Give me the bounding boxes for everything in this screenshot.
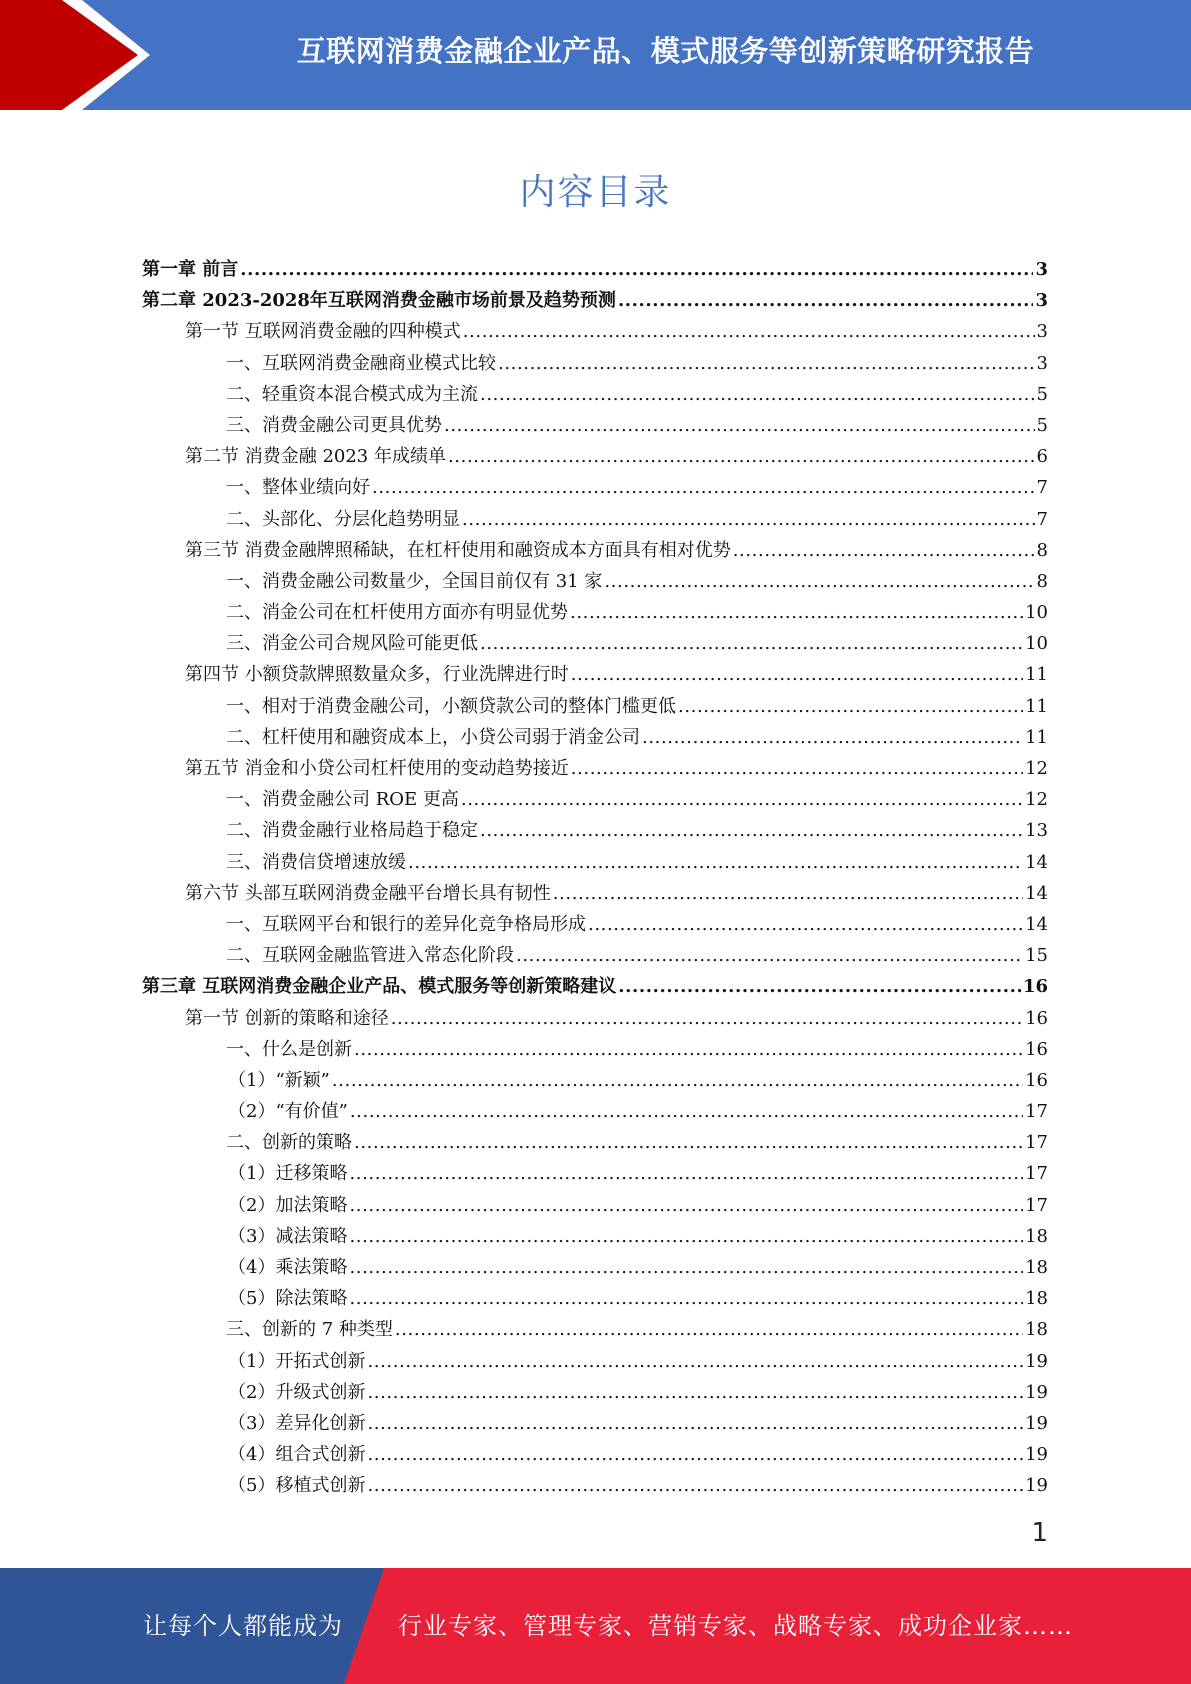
toc-entry[interactable] — [142, 971, 1048, 1002]
toc-entry-label: （2）加法策略 — [228, 1194, 348, 1216]
toc-entry-label: （4）乘法策略 — [228, 1257, 348, 1278]
toc-entry-label: 一、什么是创新 — [226, 1038, 352, 1060]
toc-entry-page: 14 — [1025, 882, 1048, 904]
toc-entry-label: 第三章 互联网消费金融企业产品、模式服务等创新策略建议 — [142, 976, 617, 998]
toc-entry[interactable] — [142, 722, 1048, 753]
toc-entry[interactable] — [142, 316, 1048, 347]
toc-leader-dots — [553, 878, 1023, 909]
toc-entry-page: 18 — [1025, 1225, 1048, 1247]
toc-entry[interactable] — [142, 1065, 1048, 1096]
footer-slogan-right: 行业专家、管理专家、营销专家、战略专家、成功企业家…… — [398, 1612, 1073, 1640]
table-of-contents — [142, 254, 1048, 1502]
toc-entry-label: 二、消费金融行业格局趋于稳定 — [226, 820, 478, 842]
toc-entry-page: 17 — [1025, 1163, 1048, 1185]
toc-entry-label: 第三节 消费金融牌照稀缺，在杠杆使用和融资成本方面具有相对优势 — [185, 539, 731, 561]
toc-leader-dots — [588, 909, 1023, 940]
toc-entry-page: 10 — [1025, 602, 1048, 624]
toc-entry-label: （2）升级式创新 — [228, 1381, 366, 1403]
toc-entry-page: 8 — [1036, 570, 1048, 592]
toc-entry-label: 一、相对于消费金融公司，小额贷款公司的整体门槛更低 — [226, 695, 676, 717]
toc-entry-page: 5 — [1036, 383, 1048, 405]
toc-entry[interactable] — [142, 815, 1048, 846]
toc-entry-page: 19 — [1025, 1444, 1048, 1466]
toc-entry-label: 第一章 前言 — [142, 259, 239, 280]
toc-leader-dots — [349, 1158, 1023, 1189]
toc-leader-dots — [463, 316, 1035, 347]
toc-leader-dots — [349, 1283, 1023, 1314]
toc-entry-label: 一、消费金融公司数量少，全国目前仅有 31 家 — [226, 570, 603, 592]
toc-entry-page: 6 — [1036, 446, 1048, 468]
toc-entry[interactable] — [142, 1252, 1048, 1283]
toc-leader-dots — [349, 1221, 1023, 1252]
toc-leader-dots — [498, 348, 1035, 379]
toc-entry-page: 14 — [1025, 913, 1048, 935]
toc-entry[interactable] — [142, 1346, 1048, 1377]
toc-entry-label: 二、创新的策略 — [226, 1132, 352, 1154]
toc-entry-page: 17 — [1025, 1132, 1048, 1154]
toc-entry[interactable] — [142, 878, 1048, 909]
toc-entry[interactable] — [142, 1470, 1048, 1501]
toc-entry-label: （3）差异化创新 — [228, 1412, 366, 1434]
toc-leader-dots — [516, 940, 1023, 971]
toc-entry[interactable] — [142, 1158, 1048, 1189]
toc-leader-dots — [354, 1034, 1023, 1065]
toc-entry-page: 16 — [1025, 1069, 1048, 1091]
toc-entry-page: 3 — [1035, 259, 1048, 280]
toc-entry-label: （1）迁移策略 — [228, 1163, 348, 1185]
header-band — [0, 0, 1191, 110]
toc-leader-dots — [367, 1377, 1023, 1408]
toc-leader-dots — [354, 1127, 1023, 1158]
toc-entry-page: 19 — [1025, 1475, 1048, 1497]
page-number: 1 — [1031, 1518, 1048, 1548]
toc-entry-label: 第五节 消金和小贷公司杠杆使用的变动趋势接近 — [185, 758, 569, 779]
toc-entry-label: 一、互联网平台和银行的差异化竞争格局形成 — [226, 913, 586, 935]
toc-leader-dots — [618, 971, 1021, 1002]
toc-entry-page: 17 — [1025, 1194, 1048, 1216]
toc-entry-label: 一、消费金融公司 ROE 更高 — [226, 789, 459, 811]
toc-entry-label: （5）移植式创新 — [228, 1475, 366, 1497]
toc-entry-label: 第四节 小额贷款牌照数量众多，行业洗牌进行时 — [185, 664, 569, 686]
toc-leader-dots — [448, 441, 1035, 472]
toc-entry[interactable] — [142, 753, 1048, 784]
toc-entry-page: 7 — [1036, 508, 1048, 530]
toc-entry[interactable] — [142, 1003, 1048, 1034]
toc-entry[interactable] — [142, 1127, 1048, 1158]
toc-entry[interactable] — [142, 504, 1048, 535]
toc-entry-page: 8 — [1036, 539, 1048, 561]
toc-leader-dots — [367, 1439, 1023, 1470]
toc-entry-page: 11 — [1025, 726, 1048, 748]
toc-leader-dots — [349, 1190, 1023, 1221]
toc-entry[interactable] — [142, 1314, 1048, 1345]
toc-entry[interactable] — [142, 784, 1048, 815]
toc-leader-dots — [462, 504, 1035, 535]
toc-entry-page: 16 — [1022, 976, 1048, 998]
toc-entry[interactable] — [142, 535, 1048, 566]
toc-entry-page: 18 — [1025, 1257, 1048, 1278]
toc-entry[interactable] — [142, 410, 1048, 441]
toc-leader-dots — [349, 1252, 1023, 1283]
toc-entry-label: 三、创新的 7 种类型 — [226, 1319, 393, 1341]
toc-entry-page: 14 — [1025, 851, 1048, 873]
toc-entry-page: 19 — [1025, 1381, 1048, 1403]
toc-leader-dots — [461, 784, 1023, 815]
toc-entry[interactable] — [142, 1439, 1048, 1470]
toc-entry-page: 16 — [1025, 1038, 1048, 1060]
toc-leader-dots — [571, 659, 1023, 690]
toc-leader-dots — [391, 1003, 1023, 1034]
toc-leader-dots — [332, 1065, 1023, 1096]
toc-entry[interactable] — [142, 659, 1048, 690]
toc-entry-label: 三、消金公司合规风险可能更低 — [226, 633, 478, 655]
toc-entry-label: 三、消费信贷增速放缓 — [226, 851, 406, 873]
toc-entry[interactable] — [142, 847, 1048, 878]
chevron-arrow-icon — [0, 0, 150, 110]
toc-entry[interactable] — [142, 1283, 1048, 1314]
toc-entry[interactable] — [142, 909, 1048, 940]
toc-entry-label: （5）除法策略 — [228, 1288, 348, 1310]
toc-entry-page: 18 — [1025, 1319, 1048, 1341]
toc-leader-dots — [367, 1346, 1023, 1377]
toc-entry-label: （1）“新颖” — [228, 1069, 330, 1091]
toc-entry-label: 第二节 消费金融 2023 年成绩单 — [185, 446, 446, 468]
toc-entry[interactable] — [142, 1408, 1048, 1439]
toc-leader-dots — [408, 847, 1023, 878]
toc-entry-label: 一、整体业绩向好 — [226, 477, 370, 499]
toc-leader-dots — [444, 410, 1035, 441]
toc-entry[interactable] — [142, 348, 1048, 379]
toc-entry[interactable] — [142, 691, 1048, 722]
toc-entry-label: 第一节 互联网消费金融的四种模式 — [185, 321, 461, 343]
toc-entry-page: 17 — [1025, 1101, 1048, 1123]
toc-leader-dots — [480, 628, 1023, 659]
toc-leader-dots — [240, 254, 1033, 285]
toc-leader-dots — [367, 1408, 1023, 1439]
toc-leader-dots — [367, 1470, 1023, 1501]
toc-entry[interactable] — [142, 1034, 1048, 1065]
toc-leader-dots — [480, 815, 1023, 846]
toc-heading: 内容目录 — [519, 172, 672, 213]
toc-entry-page: 10 — [1025, 633, 1048, 655]
toc-entry-label: （2）“有价值” — [228, 1101, 348, 1123]
toc-entry-label: 二、互联网金融监管进入常态化阶段 — [226, 945, 514, 967]
toc-entry-page: 19 — [1025, 1412, 1048, 1434]
toc-leader-dots — [350, 1096, 1023, 1127]
toc-leader-dots — [678, 691, 1023, 722]
report-title: 互联网消费金融企业产品、模式服务等创新策略研究报告 — [296, 34, 1035, 68]
toc-entry[interactable] — [142, 1221, 1048, 1252]
toc-entry[interactable] — [142, 940, 1048, 971]
toc-entry-page: 7 — [1036, 477, 1048, 499]
toc-entry[interactable] — [142, 1096, 1048, 1127]
toc-entry[interactable] — [142, 628, 1048, 659]
toc-entry[interactable] — [142, 285, 1048, 316]
toc-entry[interactable] — [142, 597, 1048, 628]
toc-leader-dots — [642, 722, 1023, 753]
toc-entry-label: 二、消金公司在杠杆使用方面亦有明显优势 — [226, 602, 568, 624]
toc-entry-label: 三、消费金融公司更具优势 — [226, 414, 442, 436]
toc-entry[interactable] — [142, 441, 1048, 472]
toc-leader-dots — [480, 379, 1035, 410]
toc-entry-page: 18 — [1025, 1288, 1048, 1310]
toc-entry-label: （1）开拓式创新 — [228, 1350, 366, 1372]
toc-entry-page: 3 — [1035, 290, 1048, 312]
toc-entry-label: 第二章 2023-2028年互联网消费金融市场前景及趋势预测 — [142, 290, 616, 312]
footer-band — [0, 1568, 1191, 1684]
toc-entry-label: 二、杠杆使用和融资成本上，小贷公司弱于消金公司 — [226, 726, 640, 748]
toc-entry-page: 5 — [1036, 414, 1048, 436]
toc-entry-label: （3）减法策略 — [228, 1225, 348, 1247]
toc-entry[interactable] — [142, 472, 1048, 503]
toc-entry-page: 12 — [1025, 758, 1048, 779]
toc-entry-label: 第六节 头部互联网消费金融平台增长具有韧性 — [185, 882, 551, 904]
toc-leader-dots — [618, 285, 1034, 316]
toc-entry-page: 12 — [1025, 789, 1048, 811]
toc-leader-dots — [733, 535, 1035, 566]
toc-entry-label: 二、头部化、分层化趋势明显 — [226, 508, 460, 530]
toc-entry-label: 第一节 创新的策略和途径 — [185, 1007, 389, 1029]
toc-leader-dots — [570, 597, 1023, 628]
toc-leader-dots — [395, 1314, 1023, 1345]
toc-entry[interactable] — [142, 1377, 1048, 1408]
toc-entry-page: 3 — [1036, 352, 1048, 374]
toc-entry-label: 二、轻重资本混合模式成为主流 — [226, 383, 478, 405]
toc-entry[interactable] — [142, 566, 1048, 597]
toc-leader-dots — [372, 472, 1035, 503]
footer-slogan-left: 让每个人都能成为 — [143, 1612, 343, 1640]
toc-entry[interactable] — [142, 379, 1048, 410]
toc-entry-page: 19 — [1025, 1350, 1048, 1372]
toc-entry[interactable] — [142, 254, 1048, 285]
toc-entry-page: 15 — [1025, 945, 1048, 967]
toc-entry-page: 16 — [1025, 1007, 1048, 1029]
toc-entry-label: （4）组合式创新 — [228, 1444, 366, 1466]
toc-entry[interactable] — [142, 1190, 1048, 1221]
toc-entry-page: 3 — [1036, 321, 1048, 343]
toc-entry-page: 11 — [1025, 695, 1048, 717]
toc-leader-dots — [571, 753, 1023, 784]
toc-leader-dots — [604, 566, 1034, 597]
toc-entry-page: 11 — [1025, 664, 1048, 686]
toc-entry-page: 13 — [1025, 820, 1048, 842]
toc-entry-label: 一、互联网消费金融商业模式比较 — [226, 352, 496, 374]
